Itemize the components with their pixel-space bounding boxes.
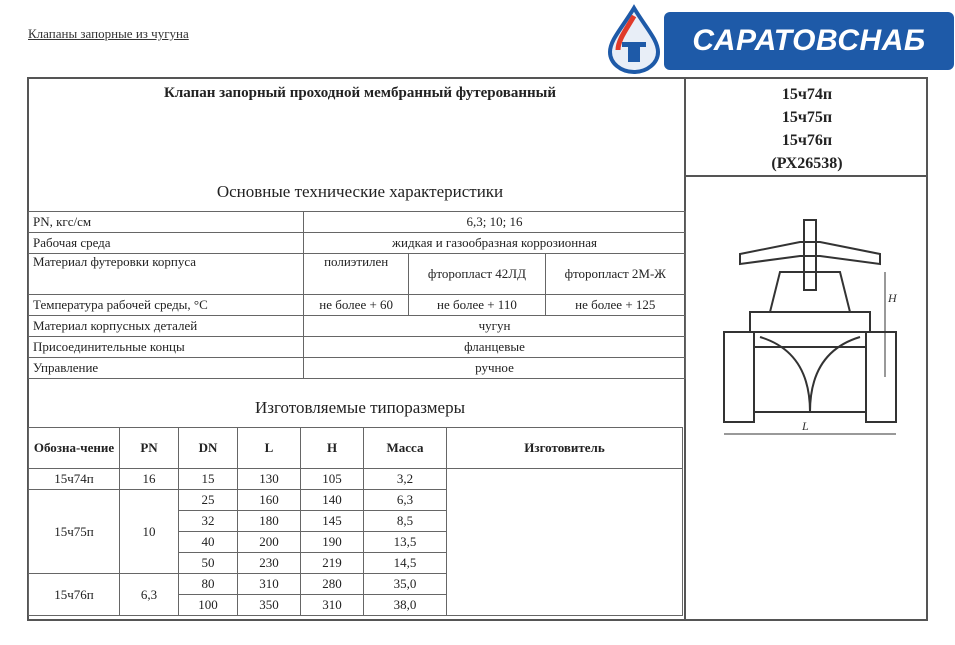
model-list — [688, 83, 926, 175]
l-cell: 180 — [238, 511, 301, 532]
l-label: L — [802, 419, 809, 433]
table-row — [29, 316, 686, 337]
pn-cell: 6,3 — [120, 574, 179, 616]
spec-value: ручное — [304, 358, 686, 379]
specs-table — [28, 211, 686, 379]
column-header: Масса — [364, 428, 447, 469]
model-code: (РХ26538) — [771, 155, 843, 172]
specs-heading: Основные технические характеристики — [216, 182, 504, 201]
mass-cell: 3,2 — [364, 469, 447, 490]
spec-label: Управление — [29, 358, 304, 379]
spec-value: фторопласт 2М-Ж — [545, 254, 685, 295]
mass-cell: 8,5 — [364, 511, 447, 532]
spec-label: Материал футеровки корпуса — [29, 254, 304, 295]
table-row — [29, 233, 686, 254]
dn-cell: 40 — [179, 532, 238, 553]
dn-cell: 80 — [179, 574, 238, 595]
left-flange-shape — [724, 332, 754, 422]
spec-label: Рабочая среда — [29, 233, 304, 254]
h-cell: 310 — [301, 595, 364, 616]
table-row — [29, 254, 686, 295]
designation-cell: 15ч76п — [29, 574, 120, 616]
column-header: H — [301, 428, 364, 469]
spec-value: полиэтилен — [304, 254, 409, 295]
dn-cell: 15 — [179, 469, 238, 490]
dn-cell: 100 — [179, 595, 238, 616]
table-row — [29, 295, 686, 316]
membrane-shape — [760, 337, 860, 412]
spec-label: Материал корпусных деталей — [29, 316, 304, 337]
spec-value: фторопласт 42ЛД — [409, 254, 545, 295]
spec-value: не более + 110 — [409, 295, 545, 316]
table-row — [29, 469, 683, 490]
spec-value: жидкая и газообразная коррозионная — [304, 233, 686, 254]
mass-cell: 38,0 — [364, 595, 447, 616]
l-cell: 200 — [238, 532, 301, 553]
handwheel-shape — [740, 242, 880, 264]
pn-cell: 10 — [120, 490, 179, 574]
spec-value: фланцевые — [304, 337, 686, 358]
h-cell: 140 — [301, 490, 364, 511]
dn-cell: 25 — [179, 490, 238, 511]
mass-cell: 13,5 — [364, 532, 447, 553]
drop-icon — [602, 4, 666, 74]
page-title: Клапан запорный проходной мембранный футерованный — [164, 85, 556, 101]
h-cell: 280 — [301, 574, 364, 595]
mass-cell: 6,3 — [364, 490, 447, 511]
h-cell: 190 — [301, 532, 364, 553]
l-cell: 310 — [238, 574, 301, 595]
designation-cell: 15ч75п — [29, 490, 120, 574]
model-code: 15ч76п — [781, 132, 833, 149]
mass-cell: 14,5 — [364, 553, 447, 574]
manufacturer-cell — [447, 469, 683, 616]
table-row — [29, 358, 686, 379]
h-cell: 145 — [301, 511, 364, 532]
l-cell: 160 — [238, 490, 301, 511]
l-cell: 230 — [238, 553, 301, 574]
sizes-table — [28, 427, 683, 616]
header-divider — [686, 175, 928, 177]
spec-value: чугун — [304, 316, 686, 337]
h-label: H — [888, 291, 897, 305]
column-header: PN — [120, 428, 179, 469]
column-header: DN — [179, 428, 238, 469]
column-header: Изготовитель — [447, 428, 683, 469]
logo-text: САРАТОВСНАБ — [664, 12, 954, 70]
flange-shape — [750, 312, 870, 332]
h-cell: 105 — [301, 469, 364, 490]
l-cell: 130 — [238, 469, 301, 490]
dn-cell: 50 — [179, 553, 238, 574]
bonnet-shape — [770, 272, 850, 312]
mass-cell: 35,0 — [364, 574, 447, 595]
spec-value: не более + 125 — [545, 295, 685, 316]
spec-value: 6,3; 10; 16 — [304, 212, 686, 233]
column-header: Обозна-чение — [29, 428, 120, 469]
table-row — [29, 212, 686, 233]
column-header: L — [238, 428, 301, 469]
dn-cell: 32 — [179, 511, 238, 532]
right-flange-shape — [866, 332, 896, 422]
spec-label: PN, кгс/см — [29, 212, 304, 233]
table-row — [29, 337, 686, 358]
h-cell: 219 — [301, 553, 364, 574]
l-cell: 350 — [238, 595, 301, 616]
table-header-row — [29, 428, 683, 469]
spec-label: Присоединительные концы — [29, 337, 304, 358]
valve-drawing — [720, 212, 900, 442]
designation-cell: 15ч74п — [29, 469, 120, 490]
company-logo — [602, 4, 952, 74]
model-code: 15ч74п — [781, 86, 833, 103]
spec-label: Температура рабочей среды, °C — [29, 295, 304, 316]
section-link[interactable]: Клапаны запорные из чугуна — [28, 26, 189, 41]
model-code: 15ч75п — [781, 109, 833, 126]
spec-value: не более + 60 — [304, 295, 409, 316]
sizes-heading: Изготовляемые типоразмеры — [254, 398, 466, 417]
pn-cell: 16 — [120, 469, 179, 490]
